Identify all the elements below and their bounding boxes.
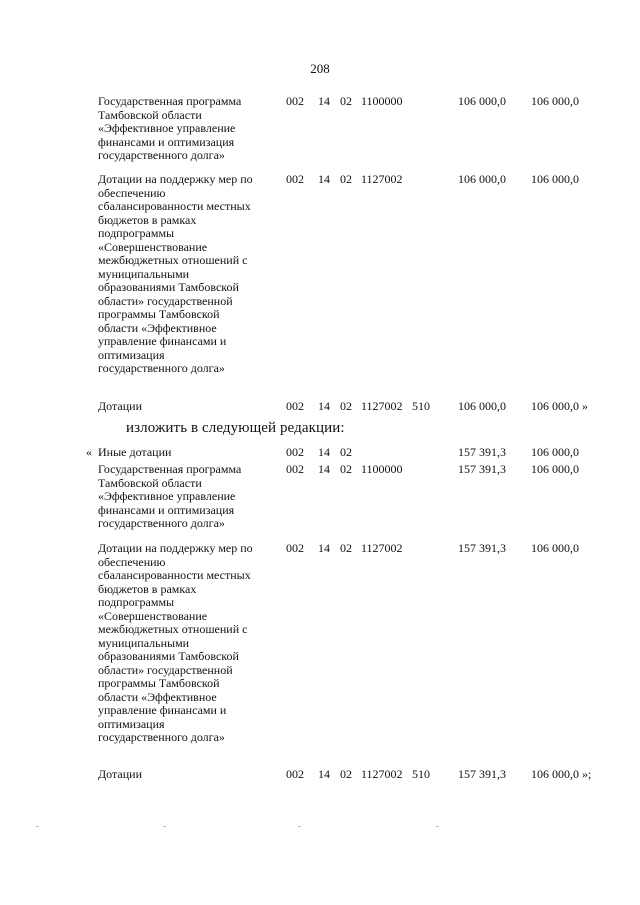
- code-expense-type: 510: [412, 767, 430, 781]
- code-ministry: 002: [286, 399, 304, 413]
- code-target-article: 1127002: [361, 541, 403, 555]
- row-name: Дотации: [98, 399, 143, 413]
- code-target-article: 1127002: [361, 399, 403, 413]
- amount-year-1: 157 391,3: [458, 462, 506, 476]
- code-ministry: 002: [286, 462, 304, 476]
- code-target-article: 1127002: [361, 172, 403, 186]
- amendment-heading: изложить в следующей редакции:: [126, 420, 345, 436]
- row-name: Дотации на поддержку мер по обеспечению сбалансированности местных бюджетов в рамках подпрограммы «Совершенствование межбюджетных отношений с муниципальными образованиями Тамбовской области» государственной программы Тамбовской области «Эффективное управление финансами и оптимизация государственного долга»: [98, 541, 253, 744]
- scan-mark: [163, 826, 166, 827]
- row-name: Государственная программа Тамбовской области «Эффективное управление финансами и оптимизация государственного долга»: [98, 462, 242, 530]
- amount-year-1: 106 000,0: [458, 94, 506, 108]
- amount-year-1: 157 391,3: [458, 767, 506, 781]
- row-name: Государственная программа Тамбовской области «Эффективное управление финансами и оптимизация государственного долга»: [98, 94, 242, 162]
- code-section: 14: [318, 445, 330, 459]
- code-section: 14: [318, 399, 330, 413]
- row-suffix: »: [579, 399, 588, 413]
- amount-year-2: 106 000,0: [531, 462, 579, 476]
- row-name: Иные дотации: [98, 445, 172, 459]
- amount-year-2: 106 000,0: [531, 94, 579, 108]
- code-subsection: 02: [340, 445, 352, 459]
- code-subsection: 02: [340, 399, 352, 413]
- code-ministry: 002: [286, 541, 304, 555]
- scan-mark: [436, 826, 439, 827]
- amount-year-2: 106 000,0: [531, 399, 579, 413]
- code-section: 14: [318, 172, 330, 186]
- code-section: 14: [318, 767, 330, 781]
- amount-year-1: 106 000,0: [458, 399, 506, 413]
- code-expense-type: 510: [412, 399, 430, 413]
- code-target-article: 1100000: [361, 94, 403, 108]
- code-subsection: 02: [340, 462, 352, 476]
- scan-mark: [298, 826, 301, 827]
- code-ministry: 002: [286, 172, 304, 186]
- code-subsection: 02: [340, 172, 352, 186]
- amount-year-1: 157 391,3: [458, 541, 506, 555]
- open-quote: «: [86, 445, 92, 459]
- amount-year-1: 106 000,0: [458, 172, 506, 186]
- code-subsection: 02: [340, 541, 352, 555]
- code-subsection: 02: [340, 94, 352, 108]
- amount-year-2: 106 000,0: [531, 541, 579, 555]
- amount-year-2: 106 000,0: [531, 172, 579, 186]
- scan-mark: [36, 826, 39, 827]
- code-subsection: 02: [340, 767, 352, 781]
- code-target-article: 1100000: [361, 462, 403, 476]
- code-ministry: 002: [286, 445, 304, 459]
- page-number: 208: [310, 61, 330, 76]
- code-section: 14: [318, 541, 330, 555]
- code-target-article: 1127002: [361, 767, 403, 781]
- code-ministry: 002: [286, 94, 304, 108]
- row-suffix: »;: [579, 767, 592, 781]
- code-section: 14: [318, 462, 330, 476]
- row-name: Дотации: [98, 767, 143, 781]
- code-section: 14: [318, 94, 330, 108]
- code-ministry: 002: [286, 767, 304, 781]
- amount-year-2: 106 000,0: [531, 767, 579, 781]
- amount-year-1: 157 391,3: [458, 445, 506, 459]
- amount-year-2: 106 000,0: [531, 445, 579, 459]
- row-name: Дотации на поддержку мер по обеспечению сбалансированности местных бюджетов в рамках подпрограммы «Совершенствование межбюджетных отношений с муниципальными образованиями Тамбовской области» государственной программы Тамбовской области «Эффективное управление финансами и оптимизация государственного долга»: [98, 172, 253, 375]
